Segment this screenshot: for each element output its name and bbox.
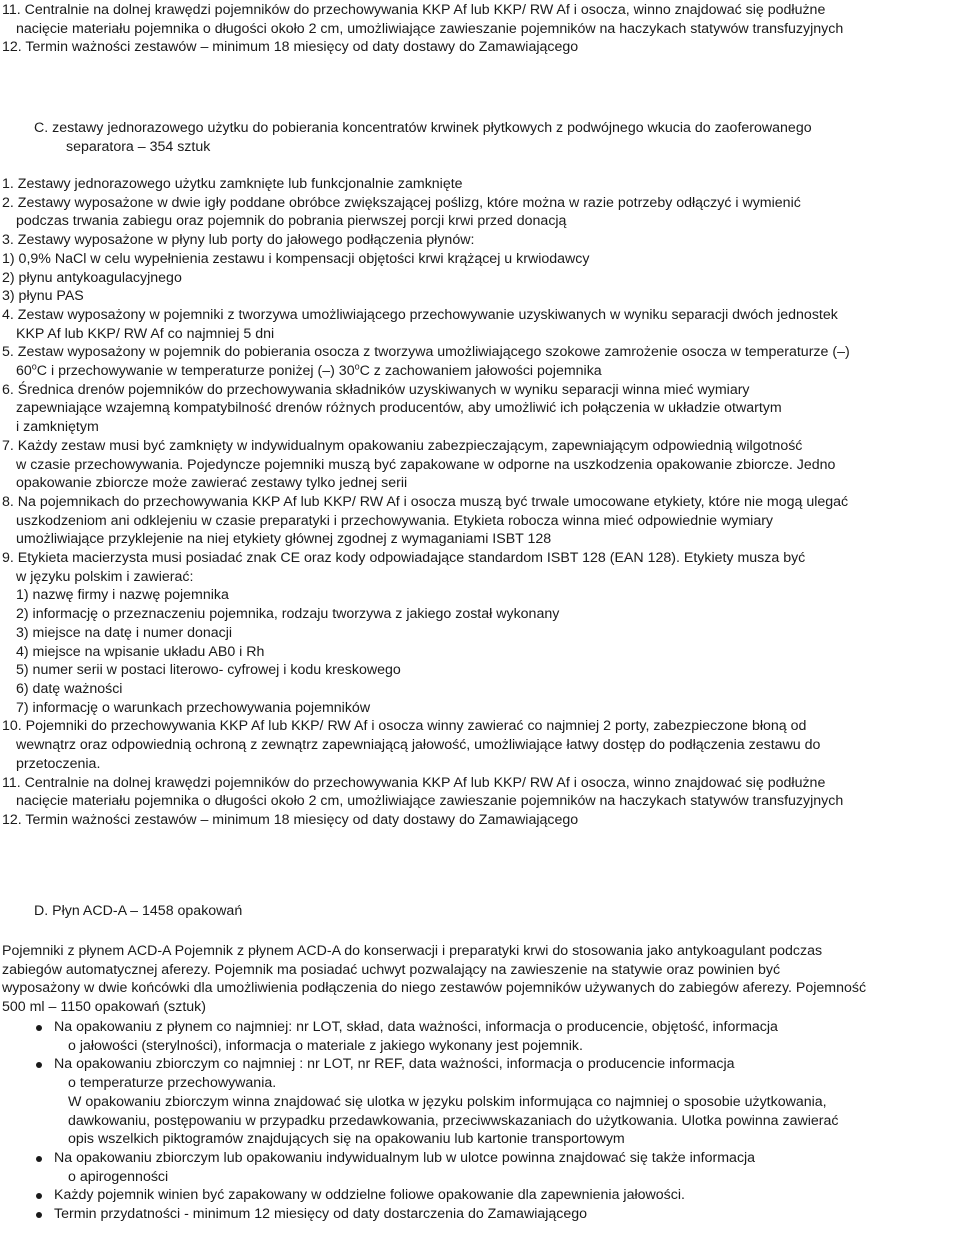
c-item-9-sub-1: 1) nazwę firmy i nazwę pojemnika [16, 587, 229, 604]
bullet-dot-icon [36, 1156, 42, 1162]
c-item-2-line-1: 2. Zestawy wyposażone w dwie igły poddane obróbce zwiększającej poślizg, które można w razie potrzeby odłączyć i wymienić [2, 194, 801, 211]
bullet-item-3 [2, 1149, 958, 1186]
bullet-dot-icon [36, 1025, 42, 1031]
c-item-5-mid: C i przechowywanie w temperaturze poniżej (–) 30 [36, 363, 355, 380]
c-item-10-line-2: wewnątrz oraz odpowiednią ochroną z zewnątrz zapewniającą jałowość, umożliwiające łatwy dostęp do podłączenia zestawu do [16, 737, 821, 754]
bullet-list [2, 1018, 958, 1224]
bullet-2-line-1: Na opakowaniu zbiorczym co najmniej : nr LOT, nr REF, data ważności, informacja o producencie informacja [54, 1056, 735, 1073]
bullet-2-para-line-1: W opakowaniu zbiorczym winna znajdować się ulotka w języku polskim informująca co najmniej o sposobie użytkowania, [68, 1093, 827, 1110]
c-item-6-line-3: i zamkniętym [16, 419, 99, 436]
degree-sign-1: o [31, 361, 37, 372]
c-item-9-sub-3: 3) miejsce na datę i numer donacji [16, 624, 233, 641]
c-item-4-line-1: 4. Zestaw wyposażony w pojemniki z tworzywa umożliwiającego przechowywanie uzyskiwanych w wyniku separacji dwóch jednostek [2, 306, 838, 323]
c-item-9-sub-7: 7) informację o warunkach przechowywania pojemników [16, 699, 371, 716]
section-c-heading-line-1: C. zestawy jednorazowego użytku do pobierania koncentratów krwinek płytkowych z podwójnego wkucia do zaoferowanego [34, 120, 812, 136]
bullet-item-5 [2, 1205, 958, 1224]
section-c-list [2, 175, 958, 830]
c-item-10-line-3: przetoczenia. [16, 755, 101, 772]
c-item-3-sub-3: 3) płynu PAS [2, 288, 84, 305]
section-d-intro [2, 942, 958, 1017]
top-item-12: 12. Termin ważności zestawów – minimum 18 miesięcy od daty dostawy do Zamawiającego [2, 39, 579, 56]
bullet-1-line-1: Na opakowaniu z płynem co najmniej: nr LOT, skład, data ważności, informacja o producencie, objętość, informacja [54, 1019, 778, 1035]
c-item-3-sub-2: 2) płynu antykoagulacyjnego [2, 269, 182, 286]
bullet-dot-icon [36, 1193, 42, 1199]
c-item-8-line-3: umożliwiające przyklejenie na niej etykiety głównej zgodnej z wymaganiami ISBT 128 [16, 531, 552, 548]
c-item-7-line-1: 7. Każdy zestaw musi być zamknięty w indywidualnym opakowaniu zabezpieczającym, zapewniającym odpowiednią wilgotność [2, 437, 803, 454]
c-item-9-sub-5: 5) numer serii w postaci literowo- cyfrowej i kodu kreskowego [16, 662, 401, 679]
bullet-2-para-line-2: dawkowaniu, postępowaniu w przypadku przedawkowania, przeciwwskazaniach do użytkowania. Ulotka powinna zawierać [68, 1112, 839, 1129]
bullet-4-line-1: Każdy pojemnik winien być zapakowany w oddzielne foliowe opakowanie dla zapewnienia jałowości. [54, 1187, 685, 1204]
c-item-9-line-2: w języku polskim i zawierać: [16, 568, 194, 585]
section-c [2, 119, 958, 156]
section-d-intro-line-1: Pojemniki z płynem ACD-A Pojemnik z płynem ACD-A do konserwacji i preparatyki krwi do stosowania jako antykoagulant podczas [2, 943, 823, 959]
bullet-dot-icon [36, 1212, 42, 1218]
section-d-intro-line-3: wyposażony w dwie końcówki dla umożliwienia podłączenia do niego zestawów pojemników używanych do zabiegów aferezy. Pojemność [2, 980, 867, 997]
bullet-item-2 [2, 1055, 958, 1149]
bullet-item-4 [2, 1186, 958, 1205]
c-item-9-sub-4: 4) miejsce na wpisanie układu AB0 i Rh [16, 643, 265, 660]
section-d-heading: D. Płyn ACD-A – 1458 opakowań [34, 903, 243, 919]
c-item-2-line-2: podczas trwania zabiegu oraz pojemnik do pobrania pierwszej porcji krwi przed donacją [16, 213, 567, 230]
bullet-2-line-2: o temperaturze przechowywania. [68, 1075, 277, 1092]
bullet-2-para-line-3: opis wszelkich piktogramów znajdujących się na opakowaniu lub kartonie transportowym [68, 1131, 625, 1148]
c-item-6-line-1: 6. Średnica drenów pojemników do przechowywania składników uzyskiwanych w wyniku separacji winna mieć wymiary [2, 381, 750, 398]
section-d-bullets [2, 1018, 958, 1224]
c-item-3: 3. Zestawy wyposażone w płyny lub porty do jałowego podłączenia płynów: [2, 232, 475, 249]
c-item-4-line-2: KKP Af lub KKP/ RW Af co najmniej 5 dni [16, 325, 275, 342]
c-item-5-line-2 [2, 362, 958, 381]
c-item-11-line-2: nacięcie materiału pojemnika o długości około 2 cm, umożliwiające zawieszanie pojemników na haczykach statywów transfuzyjnych [16, 793, 844, 810]
c-item-6-line-2: zapewniające wzajemną kompatybilność drenów różnych producentów, aby umożliwić ich połączenia w układzie otwartym [16, 400, 782, 417]
bullet-item-1 [2, 1018, 958, 1055]
bullet-3-line-2: o apirogenności [68, 1168, 169, 1185]
c-item-8-line-1: 8. Na pojemnikach do przechowywania KKP Af lub KKP/ RW Af i osocza muszą być trwale umocowane etykiety, które nie mogą ulegać [2, 493, 849, 510]
top-item-11-line-2: nacięcie materiału pojemnika o długości około 2 cm, umożliwiające zawieszanie pojemników na haczykach statywów transfuzyjnych [16, 20, 844, 37]
top-block [2, 1, 958, 57]
bullet-5-line-1: Termin przydatności - minimum 12 miesięcy od daty dostarczenia do Zamawiającego [54, 1206, 588, 1223]
c-item-5-line-1: 5. Zestaw wyposażony w pojemnik do pobierania osocza z tworzywa umożliwiającego szokowe zamrożenie osocza w temperaturze (–) [2, 344, 850, 361]
c-item-8-line-2: uszkodzeniom ani odklejeniu w czasie preparatyki i przechowywania. Etykieta robocza winna mieć odpowiednie wymiary [16, 512, 774, 529]
bullet-3-line-1: Na opakowaniu zbiorczym lub opakowaniu indywidualnym lub w ulotce powinna znajdować się także informacja [54, 1149, 756, 1166]
c-item-7-line-3: opakowanie zbiorcze może zawierać zestawy tylko jednej serii [16, 475, 408, 492]
degree-sign-2: o [354, 361, 360, 372]
bullet-1-line-2: o jałowości (sterylności), informacja o materiale z jakiego wykonany jest pojemnik. [68, 1037, 583, 1054]
c-item-9-sub-2: 2) informację o przeznaczeniu pojemnika, rodzaju tworzywa z jakiego został wykonany [16, 606, 560, 623]
c-item-9-line-1: 9. Etykieta macierzysta musi posiadać znak CE oraz kody odpowiadające standardom ISBT 128 (EAN 128). Etykiety musza być [2, 550, 806, 567]
c-item-9-sub-6: 6) datę ważności [16, 680, 123, 697]
c-item-5-temp-1: 60 [16, 363, 32, 380]
section-d-intro-line-2: zabiegów automatycznej aferezy. Pojemnik ma posiadać uchwyt pozwalający na zawieszenie na statywie oraz powinien być [2, 961, 781, 978]
c-item-12: 12. Termin ważności zestawów – minimum 18 miesięcy od daty dostawy do Zamawiającego [2, 811, 579, 828]
section-c-heading-line-2: separatora – 354 sztuk [66, 138, 211, 155]
c-item-7-line-2: w czasie przechowywania. Pojedyncze pojemniki muszą być zapakowane w odporne na uszkodzenia opakowanie zbiorcze. Jedno [16, 456, 836, 473]
c-item-11-line-1: 11. Centralnie na dolnej krawędzi pojemników do przechowywania KKP Af lub KKP/ RW Af i osocza, winno znajdować się podłużne [2, 774, 826, 791]
c-item-10-line-1: 10. Pojemniki do przechowywania KKP Af lub KKP/ RW Af i osocza winny zawierać co najmniej 2 porty, zabezpieczone błoną od [2, 718, 807, 735]
section-d-intro-line-4: 500 ml – 1150 opakowań (sztuk) [2, 999, 206, 1016]
c-item-3-sub-1: 1) 0,9% NaCl w celu wypełnienia zestawu i kompensacji objętości krwi krążącej u krwiodawcy [2, 250, 590, 267]
top-item-11-line-1: 11. Centralnie na dolnej krawędzi pojemników do przechowywania KKP Af lub KKP/ RW Af i osocza, winno znajdować się podłużne [2, 2, 826, 18]
bullet-dot-icon [36, 1062, 42, 1068]
c-item-5-end: C z zachowaniem jałowości pojemnika [359, 363, 602, 380]
c-item-1: 1. Zestawy jednorazowego użytku zamknięte lub funkcjonalnie zamknięte [2, 176, 463, 192]
